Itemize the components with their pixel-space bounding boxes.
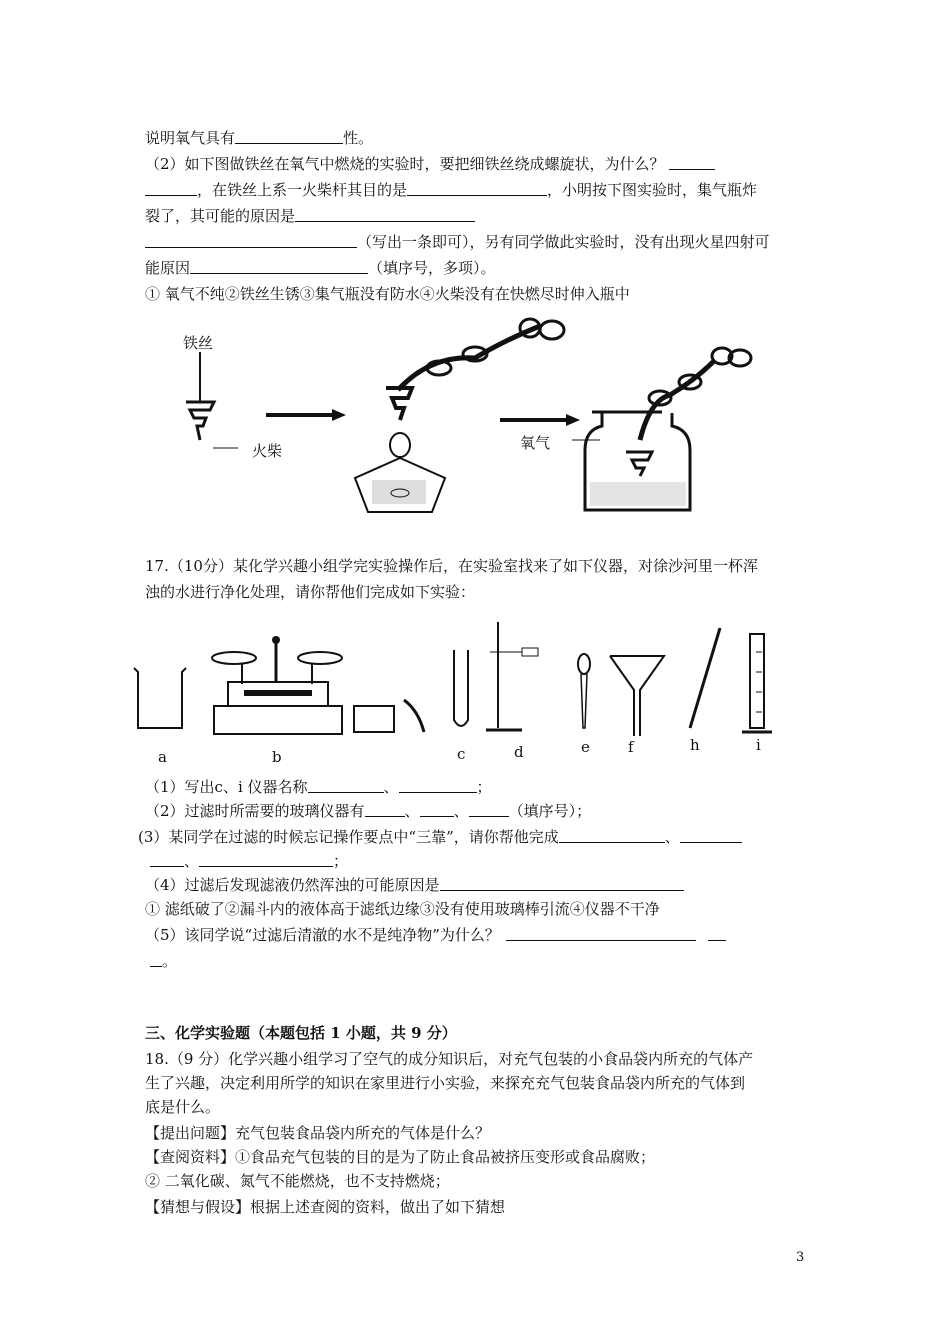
q18-line6: ② 二氧化碳、氮气不能燃烧，也不支持燃烧； <box>145 1172 450 1190</box>
page-number: 3 <box>796 1250 805 1265</box>
answer-blank[interactable] <box>145 181 197 196</box>
q17-sub3-cont: 、 ； <box>150 850 348 872</box>
answer-blank[interactable] <box>420 802 454 817</box>
q17-line1: 17.（10分）某化学兴趣小组学完实验操作后，在实验室找来了如下仪器，对徐沙河里一杯浑 <box>145 557 758 575</box>
q16-line3: ，在铁丝上系一火柴杆其目的是 ，小明按下图实验时，集气瓶炸 <box>145 179 757 201</box>
q16-options: ① 氧气不纯②铁丝生锈③集气瓶没有防水④火柴没有在快燃尽时伸入瓶中 <box>145 285 630 303</box>
answer-blank[interactable] <box>559 828 665 843</box>
answer-blank[interactable] <box>399 778 477 793</box>
answer-blank[interactable] <box>680 828 742 843</box>
q16-line2: （2）如下图做铁丝在氧气中燃烧的实验时，要把细铁丝绕成螺旋状，为什么？ <box>145 153 715 175</box>
q17-sub3: (3）某同学在过滤的时候忘记操作要点中“三靠”，请你帮他完成 、 <box>138 826 742 848</box>
figure-label-match: 火柴 <box>252 442 283 460</box>
q17-line2: 浊的水进行净化处理，请你帮他们完成如下实验： <box>145 583 476 601</box>
instrument-label-a: a <box>158 748 167 766</box>
q18-line1: 18.（9 分）化学兴趣小组学习了空气的成分知识后，对充气包装的小食品袋内所充的气体产 <box>145 1050 754 1068</box>
q17-sub5-cont: 。 <box>150 950 177 972</box>
instrument-label-h: h <box>690 736 700 754</box>
answer-blank[interactable] <box>150 952 162 967</box>
q18-line3: 底是什么。 <box>145 1098 221 1116</box>
q16-line5: （写出一条即可），另有同学做此实验时，没有出现火星四射可 <box>145 231 770 253</box>
q17-sub5: （5）该同学说“过滤后清澈的水不是纯净物”为什么？ <box>145 924 726 946</box>
answer-blank[interactable] <box>365 802 405 817</box>
instrument-label-i: i <box>756 736 761 754</box>
instrument-label-d: d <box>514 743 524 761</box>
answer-blank[interactable] <box>199 852 333 867</box>
q18-line5: 【查阅资料】①食品充气包装的目的是为了防止食品被挤压变形或食品腐败； <box>145 1148 656 1166</box>
answer-blank[interactable] <box>190 259 368 274</box>
q16-line4: 裂了，其可能的原因是 <box>145 205 475 227</box>
q17-sub1: （1）写出c、i 仪器名称 、 ； <box>145 778 492 796</box>
figure-label-oxygen: 氧气 <box>520 434 551 452</box>
answer-blank[interactable] <box>407 181 547 196</box>
q17-sub4-options: ① 滤纸破了②漏斗内的液体高于滤纸边缘③没有使用玻璃棒引流④仪器不干净 <box>145 900 660 918</box>
q17-sub2: （2）过滤时所需要的玻璃仪器有 、 、 （填序号）； <box>145 802 592 820</box>
figure-label-wire: 铁丝 <box>183 334 214 352</box>
q16-line1: 说明氧气具有 性。 <box>145 129 374 147</box>
answer-blank[interactable] <box>669 155 715 170</box>
q16-line6: 能原因 （填序号，多项）。 <box>145 259 496 277</box>
instrument-label-f: f <box>628 738 634 756</box>
q17-sub4: （4）过滤后发现滤液仍然浑浊的可能原因是 <box>145 874 684 896</box>
answer-blank[interactable] <box>506 926 696 941</box>
instrument-label-e: e <box>581 738 590 756</box>
q18-line4: 【提出问题】充气包装食品袋内所充的气体是什么？ <box>145 1124 491 1142</box>
answer-blank[interactable] <box>708 926 726 941</box>
answer-blank[interactable] <box>469 802 509 817</box>
answer-blank[interactable] <box>150 852 184 867</box>
answer-blank[interactable] <box>308 778 384 793</box>
answer-blank[interactable] <box>235 129 343 144</box>
q18-line2: 生了兴趣，决定利用所学的知识在家里进行小实验，来探充充气包装食品袋内所充的气体到 <box>145 1074 746 1092</box>
answer-blank[interactable] <box>440 876 684 891</box>
answer-blank[interactable] <box>145 233 357 248</box>
instrument-label-c: c <box>457 745 466 763</box>
instrument-label-b: b <box>272 748 282 766</box>
answer-blank[interactable] <box>295 207 475 222</box>
section-heading: 三、化学实验题（本题包括 1 小题，共 9 分） <box>145 1024 457 1042</box>
q18-line7: 【猜想与假设】根据上述查阅的资料，做出了如下猜想 <box>145 1198 506 1216</box>
